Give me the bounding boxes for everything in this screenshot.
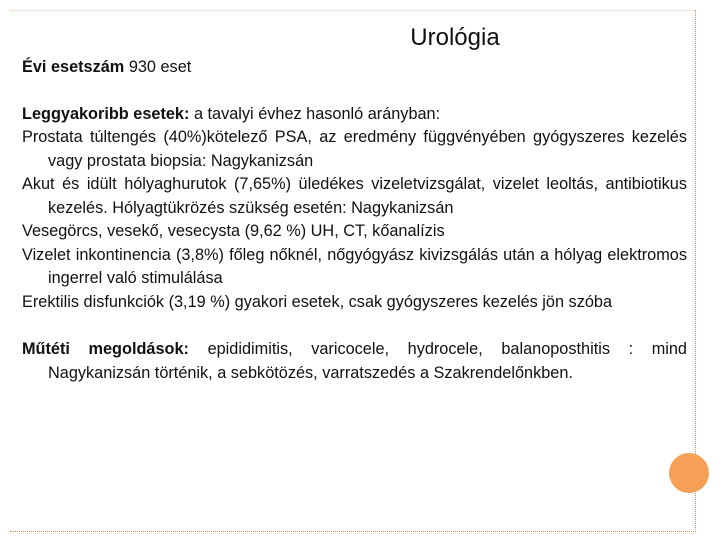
decorative-orange-circle xyxy=(669,453,709,493)
annual-cases-label: Évi esetszám xyxy=(22,58,125,76)
spacer xyxy=(22,314,687,338)
annual-cases-value: 930 eset xyxy=(128,58,192,76)
case-item-kidney-stone: Vesegörcs, vesekő, vesecysta (9,62 %) UH, CT, kőanalízis xyxy=(22,222,445,240)
case-item-cystitis: Akut és idült hólyaghurutok (7,65%) üledékes vizeletvizsgálat, vizelet leoltás, antibiotikus kezelés. Hólyagtükrözés szükség esetén: Nagykanizsán xyxy=(22,175,687,217)
common-cases-heading xyxy=(22,103,687,127)
slide-title: Urológia xyxy=(410,24,500,51)
slide-content xyxy=(22,56,687,385)
annual-cases-line xyxy=(22,56,687,80)
surgical-solutions xyxy=(22,338,687,385)
spacer xyxy=(22,80,687,103)
common-cases-label: Leggyakoribb esetek: xyxy=(22,104,190,123)
case-item-erectile-dysfunction: Erektilis disfunkciók (3,19 %) gyakori esetek, csak gyógyszeres kezelés jön szóba xyxy=(22,292,613,311)
case-item-incontinence: Vizelet inkontinencia (3,8%) főleg nőknél, nőgyógyász kivizsgálás után a hólyag elektromos ingerrel való stimulálása xyxy=(22,245,687,287)
surgical-label: Műtéti megoldások: xyxy=(22,340,189,358)
common-cases-intro: a tavalyi évhez hasonló arányban: xyxy=(193,104,441,123)
case-item-prostate: Prostata túltengés (40%)kötelező PSA, az eredmény függvényében gyógyszeres kezelés vagy prostata biopsia: Nagykanizsán xyxy=(22,128,687,170)
surgical-text: epididimitis, varicocele, hydrocele, balanoposthitis : mind Nagykanizsán történik, a sebkötözés, varratszedés a Szakrendelőnkben. xyxy=(48,340,687,382)
